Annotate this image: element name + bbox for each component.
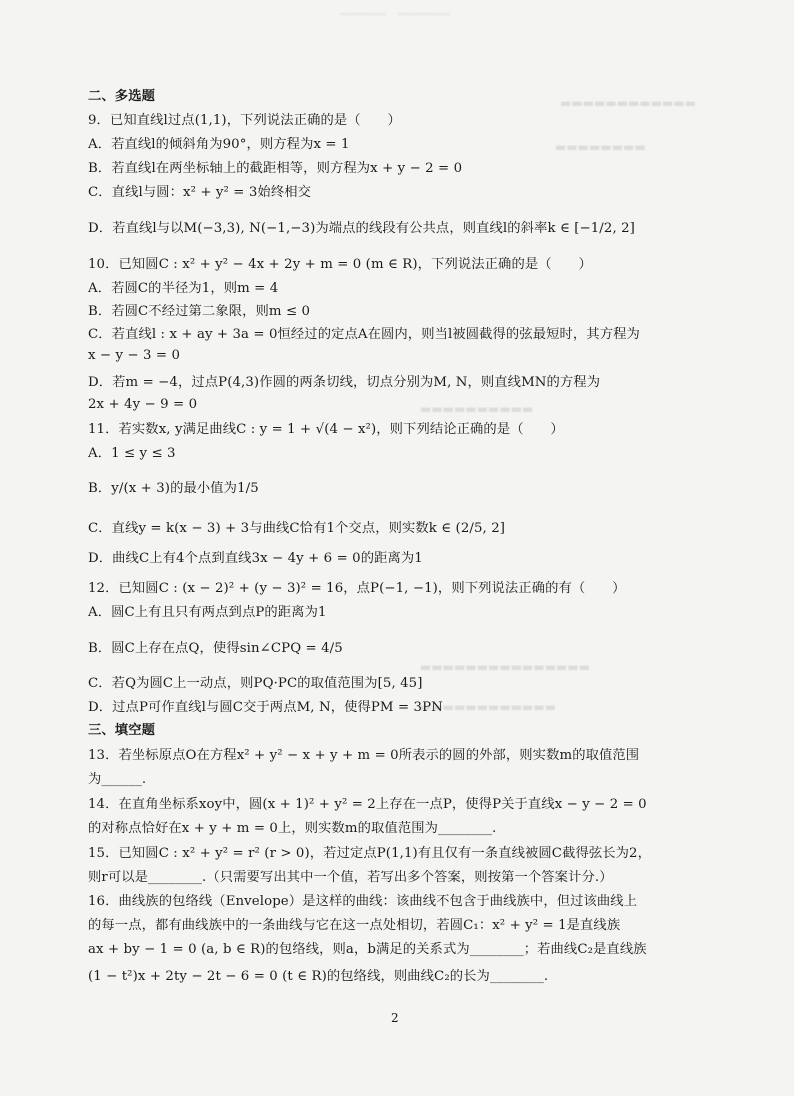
question-12-option-b: B．圆C上存在点Q，使得sin∠CPQ = 4/5 [88, 641, 343, 656]
question-11-option-c: C．直线y = k(x − 3) + 3与曲线C恰有1个交点，则实数k ∈ (2/5, 2] [88, 521, 506, 536]
question-10-option-d: D．若m = −4，过点P(4,3)作圆的两条切线，切点分别为M, N，则直线MN的方程为 [88, 375, 601, 390]
bleed-through-header: ━━━━━━━ ━━━━━━━━ [340, 8, 451, 21]
question-10-option-a: A．若圆C的半径为1，则m = 4 [88, 281, 279, 296]
question-12-option-d: D．过点P可作直线l与圆C交于两点M, N，使得PM = 3PN [88, 700, 443, 715]
section-heading-multiple-choice: 二、多选题 [88, 89, 155, 104]
question-11-option-d: D．曲线C上有4个点到直线3x − 4y + 6 = 0的距离为1 [88, 551, 423, 566]
question-10-stem: 10．已知圆C : x² + y² − 4x + 2y + m = 0 (m ∈ R)，下列说法正确的是（ ） [88, 257, 592, 272]
question-9-option-c: C．直线l与圆：x² + y² = 3始终相交 [88, 185, 312, 200]
question-10-option-d-continued: 2x + 4y − 9 = 0 [88, 397, 198, 412]
question-11-option-a: A．1 ≤ y ≤ 3 [88, 446, 176, 461]
question-9-option-d: D．若直线l与以M(−3,3), N(−1,−3)为端点的线段有公共点，则直线l的斜率k ∈ [−1/2, 2] [88, 221, 635, 236]
question-10-option-c-continued: x − y − 3 = 0 [88, 348, 181, 363]
question-11-stem: 11．若实数x, y满足曲线C : y = 1 + √(4 − x²)，则下列结论正确的是（ ） [88, 422, 564, 437]
question-14-continued: 的对称点恰好在x + y + m = 0上，则实数m的取值范围为________. [88, 821, 497, 836]
bleed-through-text: ▬▬▬▬▬▬▬▬ [555, 140, 646, 154]
page-number: 2 [391, 1011, 399, 1025]
question-16-line-4: (1 − t²)x + 2ty − 2t − 6 = 0 (t ∈ R)的包络线，则曲线C₂的长为________. [88, 969, 549, 984]
question-14-stem: 14．在直角坐标系xoy中，圆(x + 1)² + y² = 2上存在一点P，使得P关于直线x − y − 2 = 0 [88, 797, 647, 812]
bleed-through-text: ▬▬▬▬▬▬▬▬▬▬▬▬ [560, 96, 697, 110]
question-10-option-b: B．若圆C不经过第二象限，则m ≤ 0 [88, 304, 311, 319]
bleed-through-text: ▬▬▬▬▬▬▬▬▬▬▬▬ [420, 700, 557, 714]
question-15-continued: 则r可以是________.（只需要写出其中一个值，若写出多个答案，则按第一个答案计分.） [88, 870, 613, 885]
question-13-stem: 13．若坐标原点O在方程x² + y² − x + y + m = 0所表示的圆的外部，则实数m的取值范围 [88, 748, 640, 763]
bleed-through-text: ▬▬▬▬▬▬▬▬▬▬▬▬▬▬▬ [420, 660, 591, 674]
question-12-option-c: C．若Q为圆C上一动点，则PQ·PC的取值范围为[5, 45] [88, 676, 423, 691]
section-heading-fill-in-blank: 三、填空题 [88, 723, 155, 738]
question-16-stem: 16．曲线族的包络线（Envelope）是这样的曲线：该曲线不包含于曲线族中，但过该曲线上 [88, 894, 638, 909]
question-15-stem: 15．已知圆C : x² + y² = r² (r > 0)，若过定点P(1,1)有且仅有一条直线被圆C截得弦长为2， [88, 846, 652, 861]
question-11-option-b: B．y/(x + 3)的最小值为1/5 [88, 481, 259, 496]
question-16-line-2: 的每一点，都有曲线族中的一条曲线与它在这一点处相切，若圆C₁：x² + y² = 1是直线族 [88, 918, 621, 933]
question-9-option-a: A．若直线l的倾斜角为90°，则方程为x = 1 [88, 137, 350, 152]
question-9-option-b: B．若直线l在两坐标轴上的截距相等，则方程为x + y − 2 = 0 [88, 161, 463, 176]
question-12-option-a: A．圆C上有且只有两点到点P的距离为1 [88, 605, 327, 620]
question-10-option-c: C．若直线l : x + ay + 3a = 0恒经过的定点A在圆内，则当l被圆截得的弦最短时，其方程为 [88, 327, 640, 342]
question-16-line-3: ax + by − 1 = 0 (a, b ∈ R)的包络线，则a，b满足的关系式为________；若曲线C₂是直线族 [88, 942, 647, 957]
question-13-continued: 为______. [88, 772, 147, 787]
bleed-through-text: ▬▬▬▬▬▬▬▬▬▬ [420, 402, 534, 416]
question-9-stem: 9．已知直线l过点(1,1)，下列说法正确的是（ ） [88, 113, 401, 128]
question-12-stem: 12．已知圆C : (x − 2)² + (y − 3)² = 16，点P(−1, −1)，则下列说法正确的有（ ） [88, 581, 626, 596]
